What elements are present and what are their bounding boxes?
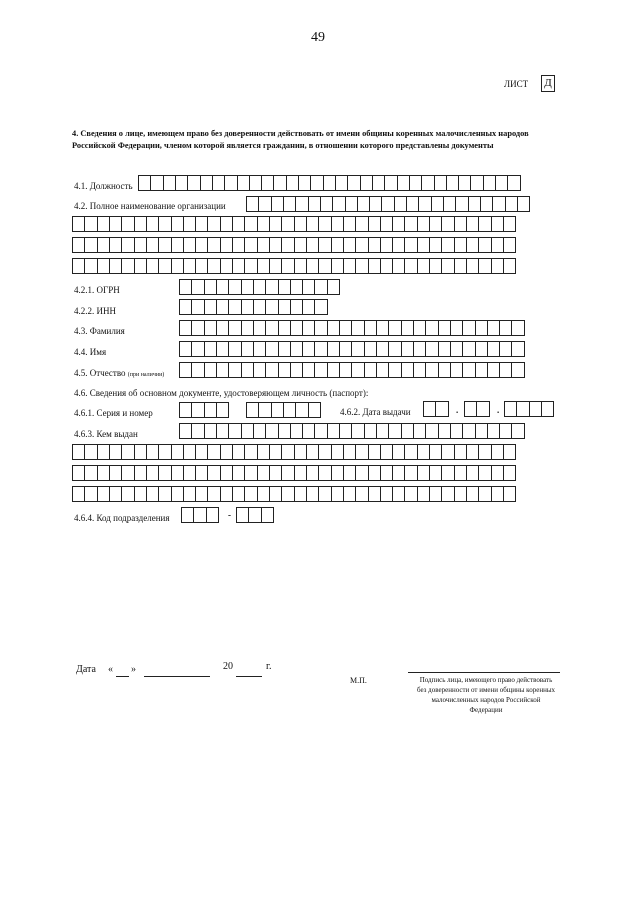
org-name-input-row-3[interactable]	[72, 237, 515, 253]
name-label: 4.4. Имя	[74, 347, 107, 357]
name-input[interactable]	[179, 341, 524, 357]
input-cell[interactable]	[507, 175, 521, 191]
input-cell[interactable]	[476, 401, 490, 417]
day-blank[interactable]	[116, 664, 129, 682]
input-cell[interactable]	[511, 362, 525, 378]
ogrn-label: 4.2.1. ОГРН	[74, 285, 120, 295]
stamp-place: М.П.	[350, 676, 367, 685]
issued-by-input-row-2[interactable]	[72, 444, 515, 460]
date-label: Дата	[76, 664, 96, 675]
input-cell[interactable]	[511, 341, 525, 357]
inn-input[interactable]	[179, 299, 327, 315]
dept-code-label: 4.6.4. Код подразделения	[74, 513, 170, 523]
input-cell[interactable]	[327, 279, 341, 295]
ogrn-input[interactable]	[179, 279, 339, 295]
input-cell[interactable]	[517, 196, 531, 212]
issue-month-input[interactable]	[464, 401, 489, 417]
dept-code-part-2-input[interactable]	[236, 507, 273, 523]
org-name-label: 4.2. Полное наименование организации	[74, 201, 226, 211]
quote-close: »	[131, 664, 136, 675]
position-label: 4.1. Должность	[74, 181, 133, 191]
input-cell[interactable]	[503, 465, 517, 481]
issue-date-label: 4.6.2. Дата выдачи	[340, 407, 411, 417]
month-blank[interactable]	[144, 664, 210, 682]
year-suffix: г.	[266, 661, 272, 672]
patronymic-note: (при наличии)	[127, 372, 165, 378]
sheet-label: ЛИСТ	[504, 79, 529, 89]
input-cell[interactable]	[206, 507, 220, 523]
document-header: 4.6. Сведения об основном документе, удостоверяющем личность (паспорт):	[74, 388, 369, 398]
position-input[interactable]	[138, 175, 520, 191]
input-cell[interactable]	[503, 216, 517, 232]
org-name-input-row-2[interactable]	[72, 216, 515, 232]
input-cell[interactable]	[503, 258, 517, 274]
patronymic-label-text: 4.5. Отчество	[74, 368, 126, 378]
issued-by-input-row-3[interactable]	[72, 465, 515, 481]
issued-by-input-row-4[interactable]	[72, 486, 515, 502]
org-name-input-row-1[interactable]	[246, 196, 529, 212]
page-number: 49	[311, 30, 325, 45]
input-cell[interactable]	[511, 423, 525, 439]
org-name-input-row-4[interactable]	[72, 258, 515, 274]
date-separator: .	[497, 405, 500, 415]
passport-number-input[interactable]	[246, 402, 320, 418]
input-cell[interactable]	[541, 401, 555, 417]
section-title: 4. Сведения о лице, имеющем право без доверенности действовать от имени общины коренных малочисленных народов Российской Федерации, членом которой является гражданин, в отношении которого представлены документы	[72, 129, 529, 150]
issue-day-input[interactable]	[423, 401, 448, 417]
input-cell[interactable]	[314, 299, 328, 315]
issue-year-input[interactable]	[504, 401, 553, 417]
surname-label: 4.3. Фамилия	[74, 326, 125, 336]
sheet-letter-box: Д	[541, 75, 555, 92]
input-cell[interactable]	[503, 237, 517, 253]
inn-label: 4.2.2. ИНН	[74, 306, 116, 316]
date-separator: .	[456, 405, 459, 415]
input-cell[interactable]	[216, 402, 230, 418]
quote-open: «	[108, 664, 113, 675]
signature-caption: Подпись лица, имеющего право действовать без доверенности от имени общины коренных малочисленных народов Российской Федерации	[416, 676, 556, 714]
patronymic-input[interactable]	[179, 362, 524, 378]
input-cell[interactable]	[503, 486, 517, 502]
input-cell[interactable]	[503, 444, 517, 460]
passport-series-input[interactable]	[179, 402, 228, 418]
issued-by-label: 4.6.3. Кем выдан	[74, 429, 138, 439]
surname-input[interactable]	[179, 320, 524, 336]
input-cell[interactable]	[261, 507, 275, 523]
input-cell[interactable]	[308, 402, 322, 418]
patronymic-label	[74, 367, 164, 381]
series-number-label: 4.6.1. Серия и номер	[74, 408, 153, 418]
issued-by-input-row-1[interactable]	[179, 423, 524, 439]
code-separator: -	[228, 510, 231, 520]
year-prefix: 20	[223, 661, 233, 672]
input-cell[interactable]	[511, 320, 525, 336]
input-cell[interactable]	[435, 401, 449, 417]
dept-code-part-1-input[interactable]	[181, 507, 218, 523]
signature-line[interactable]	[408, 672, 560, 673]
year-blank[interactable]	[236, 664, 262, 682]
